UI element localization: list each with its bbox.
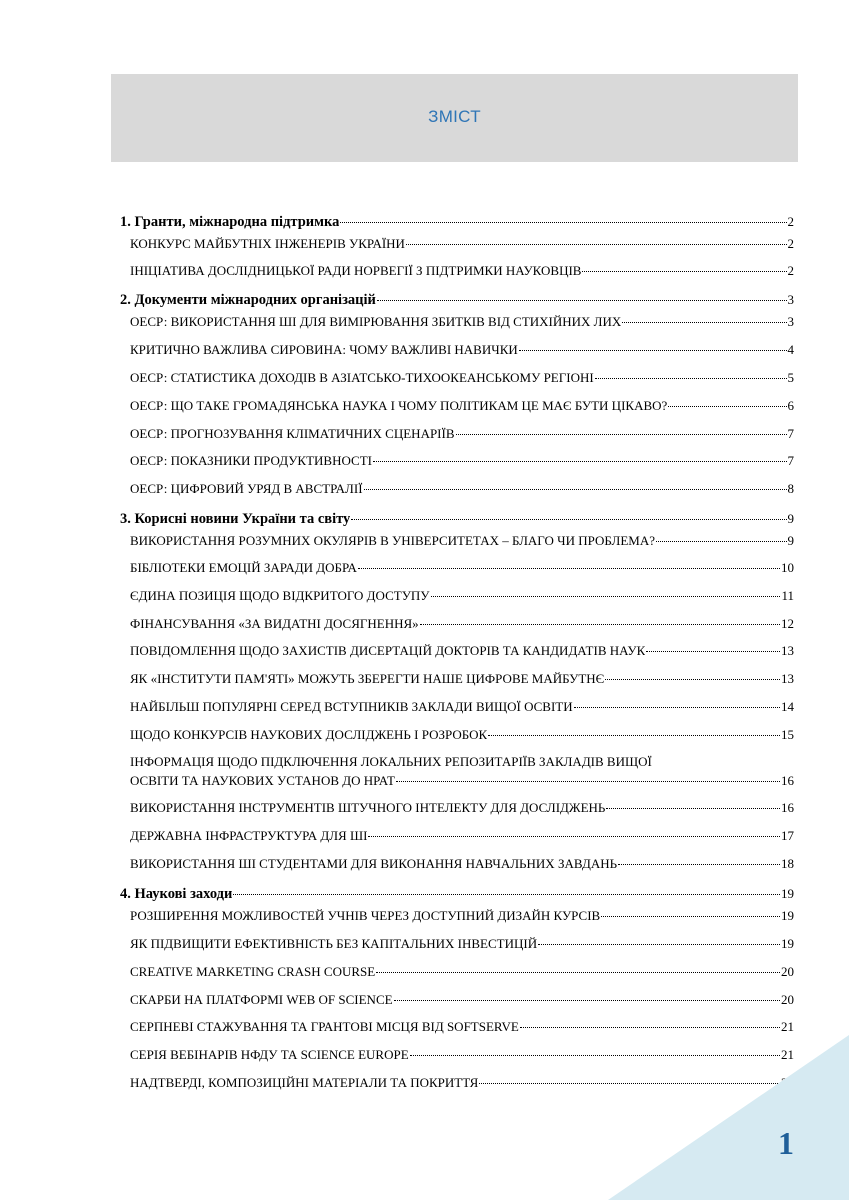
toc-item-label: ОЕСР: ВИКОРИСТАННЯ ШІ ДЛЯ ВИМІРЮВАННЯ ЗБИТКІВ ВІД СТИХІЙНИХ ЛИХ	[130, 314, 622, 329]
toc-item-label: ІНІЦІАТИВА ДОСЛІДНИЦЬКОЇ РАДИ НОРВЕГІЇ З ПІДТРИМКИ НАУКОВЦІВ	[130, 263, 582, 278]
toc-page-number: 18	[781, 856, 794, 871]
toc-item-label: ЄДИНА ПОЗИЦІЯ ЩОДО ВІДКРИТОГО ДОСТУПУ	[130, 588, 430, 603]
toc-page-number: 16	[781, 800, 794, 815]
toc-item-label: ЯК «ІНСТИТУТИ ПАМ'ЯТІ» МОЖУТЬ ЗБЕРЕГТИ НАШЕ ЦИФРОВЕ МАЙБУТНЄ	[130, 671, 605, 686]
toc-page-number: 15	[781, 727, 794, 742]
toc-title: ЗМІСТ	[428, 107, 481, 126]
toc-item-label: ВИКОРИСТАННЯ ІНСТРУМЕНТІВ ШТУЧНОГО ІНТЕЛЕКТУ ДЛЯ ДОСЛІДЖЕНЬ	[130, 800, 606, 815]
toc-section-label: 1. Гранти, міжнародна підтримка	[120, 214, 340, 230]
toc-page-number: 2	[787, 214, 794, 229]
toc-page-number: 4	[787, 342, 794, 357]
toc-page-number: 14	[781, 699, 794, 714]
toc-page-number: 11	[781, 588, 794, 603]
toc-item-label: ОЕСР: СТАТИСТИКА ДОХОДІВ В АЗІАТСЬКО-ТИХООКЕАНСЬКОМУ РЕГІОНІ	[130, 370, 594, 385]
toc-page-number: 3	[787, 314, 794, 329]
toc-item-label: CREATIVE MARKETING CRASH COURSE	[130, 964, 376, 979]
toc-page-number: 19	[781, 936, 794, 951]
toc-page-number: 2	[787, 236, 794, 251]
toc-page-number: 21	[781, 1047, 794, 1062]
toc-page-number: 20	[781, 992, 794, 1007]
toc-page-number: 2	[787, 263, 794, 278]
toc-page-number: 8	[787, 481, 794, 496]
toc-item-label: ОЕСР: ПРОГНОЗУВАННЯ КЛІМАТИЧНИХ СЦЕНАРІЇВ	[130, 426, 455, 441]
toc-page-number: 20	[781, 964, 794, 979]
toc-page-number: 17	[781, 828, 794, 843]
toc-item-label: КРИТИЧНО ВАЖЛИВА СИРОВИНА: ЧОМУ ВАЖЛИВІ НАВИЧКИ	[130, 342, 518, 357]
toc-item-label: ВИКОРИСТАННЯ РОЗУМНИХ ОКУЛЯРІВ В УНІВЕРСИТЕТАХ – БЛАГО ЧИ ПРОБЛЕМА?	[130, 533, 656, 548]
toc-page-number: 19	[781, 886, 794, 901]
toc-page-number: 19	[781, 908, 794, 923]
toc-item-label: ІНФОРМАЦІЯ ЩОДО ПІДКЛЮЧЕННЯ ЛОКАЛЬНИХ РЕПОЗИТАРІЇВ ЗАКЛАДІВ ВИЩОЇ	[130, 754, 652, 769]
toc-item-label: СКАРБИ НА ПЛАТФОРМІ WEB OF SCIENCE	[130, 992, 393, 1007]
toc-page-number: 16	[781, 773, 794, 788]
toc-page-number: 3	[787, 292, 794, 307]
toc-page-number: 10	[781, 560, 794, 575]
toc-page-number: 13	[781, 671, 794, 686]
toc-page-number: 13	[781, 643, 794, 658]
toc-page-number: 21	[781, 1019, 794, 1034]
toc-item-label: ОЕСР: ЦИФРОВИЙ УРЯД В АВСТРАЛІЇ	[130, 481, 363, 496]
page-number: 1	[778, 1125, 794, 1161]
toc-item-label: ОЕСР: ЩО ТАКЕ ГРОМАДЯНСЬКА НАУКА І ЧОМУ ПОЛІТИКАМ ЦЕ МАЄ БУТИ ЦІКАВО?	[130, 398, 668, 413]
toc-page-number: 7	[787, 426, 794, 441]
toc-item-label: ФІНАНСУВАННЯ «ЗА ВИДАТНІ ДОСЯГНЕННЯ»	[130, 616, 419, 631]
toc-item-label: СЕРПНЕВІ СТАЖУВАННЯ ТА ГРАНТОВІ МІСЦЯ ВІД SOFTSERVE	[130, 1019, 519, 1034]
toc-item-label: КОНКУРС МАЙБУТНІХ ІНЖЕНЕРІВ УКРАЇНИ	[130, 236, 405, 251]
toc-item-label: НАДТВЕРДІ, КОМПОЗИЦІЙНІ МАТЕРІАЛИ ТА ПОКРИТТЯ	[130, 1075, 479, 1090]
toc-item-label: ДЕРЖАВНА ІНФРАСТРУКТУРА ДЛЯ ШІ	[130, 828, 368, 843]
toc-item-label-continued: ОСВІТИ ТА НАУКОВИХ УСТАНОВ ДО НРАТ	[130, 773, 395, 788]
toc-page-number: 9	[787, 533, 794, 548]
toc-page-number: 5	[787, 370, 794, 385]
toc-item-label: БІБЛІОТЕКИ ЕМОЦІЙ ЗАРАДИ ДОБРА	[130, 560, 357, 575]
toc-item-label: ПОВІДОМЛЕННЯ ЩОДО ЗАХИСТІВ ДИСЕРТАЦІЙ ДОКТОРІВ ТА КАНДИДАТІВ НАУК	[130, 643, 646, 658]
toc-page-number: 7	[787, 453, 794, 468]
toc-section-label: 3. Корисні новини України та світу	[120, 511, 351, 527]
toc-item-label: СЕРІЯ ВЕБІНАРІВ НФДУ ТА SCIENCE EUROPE	[130, 1047, 409, 1062]
toc-page-number: 12	[781, 616, 794, 631]
toc-item-label: ВИКОРИСТАННЯ ШІ СТУДЕНТАМИ ДЛЯ ВИКОНАННЯ НАВЧАЛЬНИХ ЗАВДАНЬ	[130, 856, 618, 871]
toc-item-label: ОЕСР: ПОКАЗНИКИ ПРОДУКТИВНОСТІ	[130, 453, 372, 468]
toc-page-number: 6	[787, 398, 794, 413]
toc-item-label: ЩОДО КОНКУРСІВ НАУКОВИХ ДОСЛІДЖЕНЬ І РОЗРОБОК	[130, 727, 488, 742]
toc-item-label: РОЗШИРЕННЯ МОЖЛИВОСТЕЙ УЧНІВ ЧЕРЕЗ ДОСТУПНИЙ ДИЗАЙН КУРСІВ	[130, 908, 601, 923]
toc-section-label: 2. Документи міжнародних організацій	[120, 292, 376, 308]
toc-section-label: 4. Наукові заходи	[120, 886, 233, 902]
toc-page-number: 9	[787, 511, 794, 526]
toc-item-label: ЯК ПІДВИЩИТИ ЕФЕКТИВНІСТЬ БЕЗ КАПІТАЛЬНИХ ІНВЕСТИЦІЙ	[130, 936, 538, 951]
toc-item-label: НАЙБІЛЬШ ПОПУЛЯРНІ СЕРЕД ВСТУПНИКІВ ЗАКЛАДИ ВИЩОЇ ОСВІТИ	[130, 699, 573, 714]
